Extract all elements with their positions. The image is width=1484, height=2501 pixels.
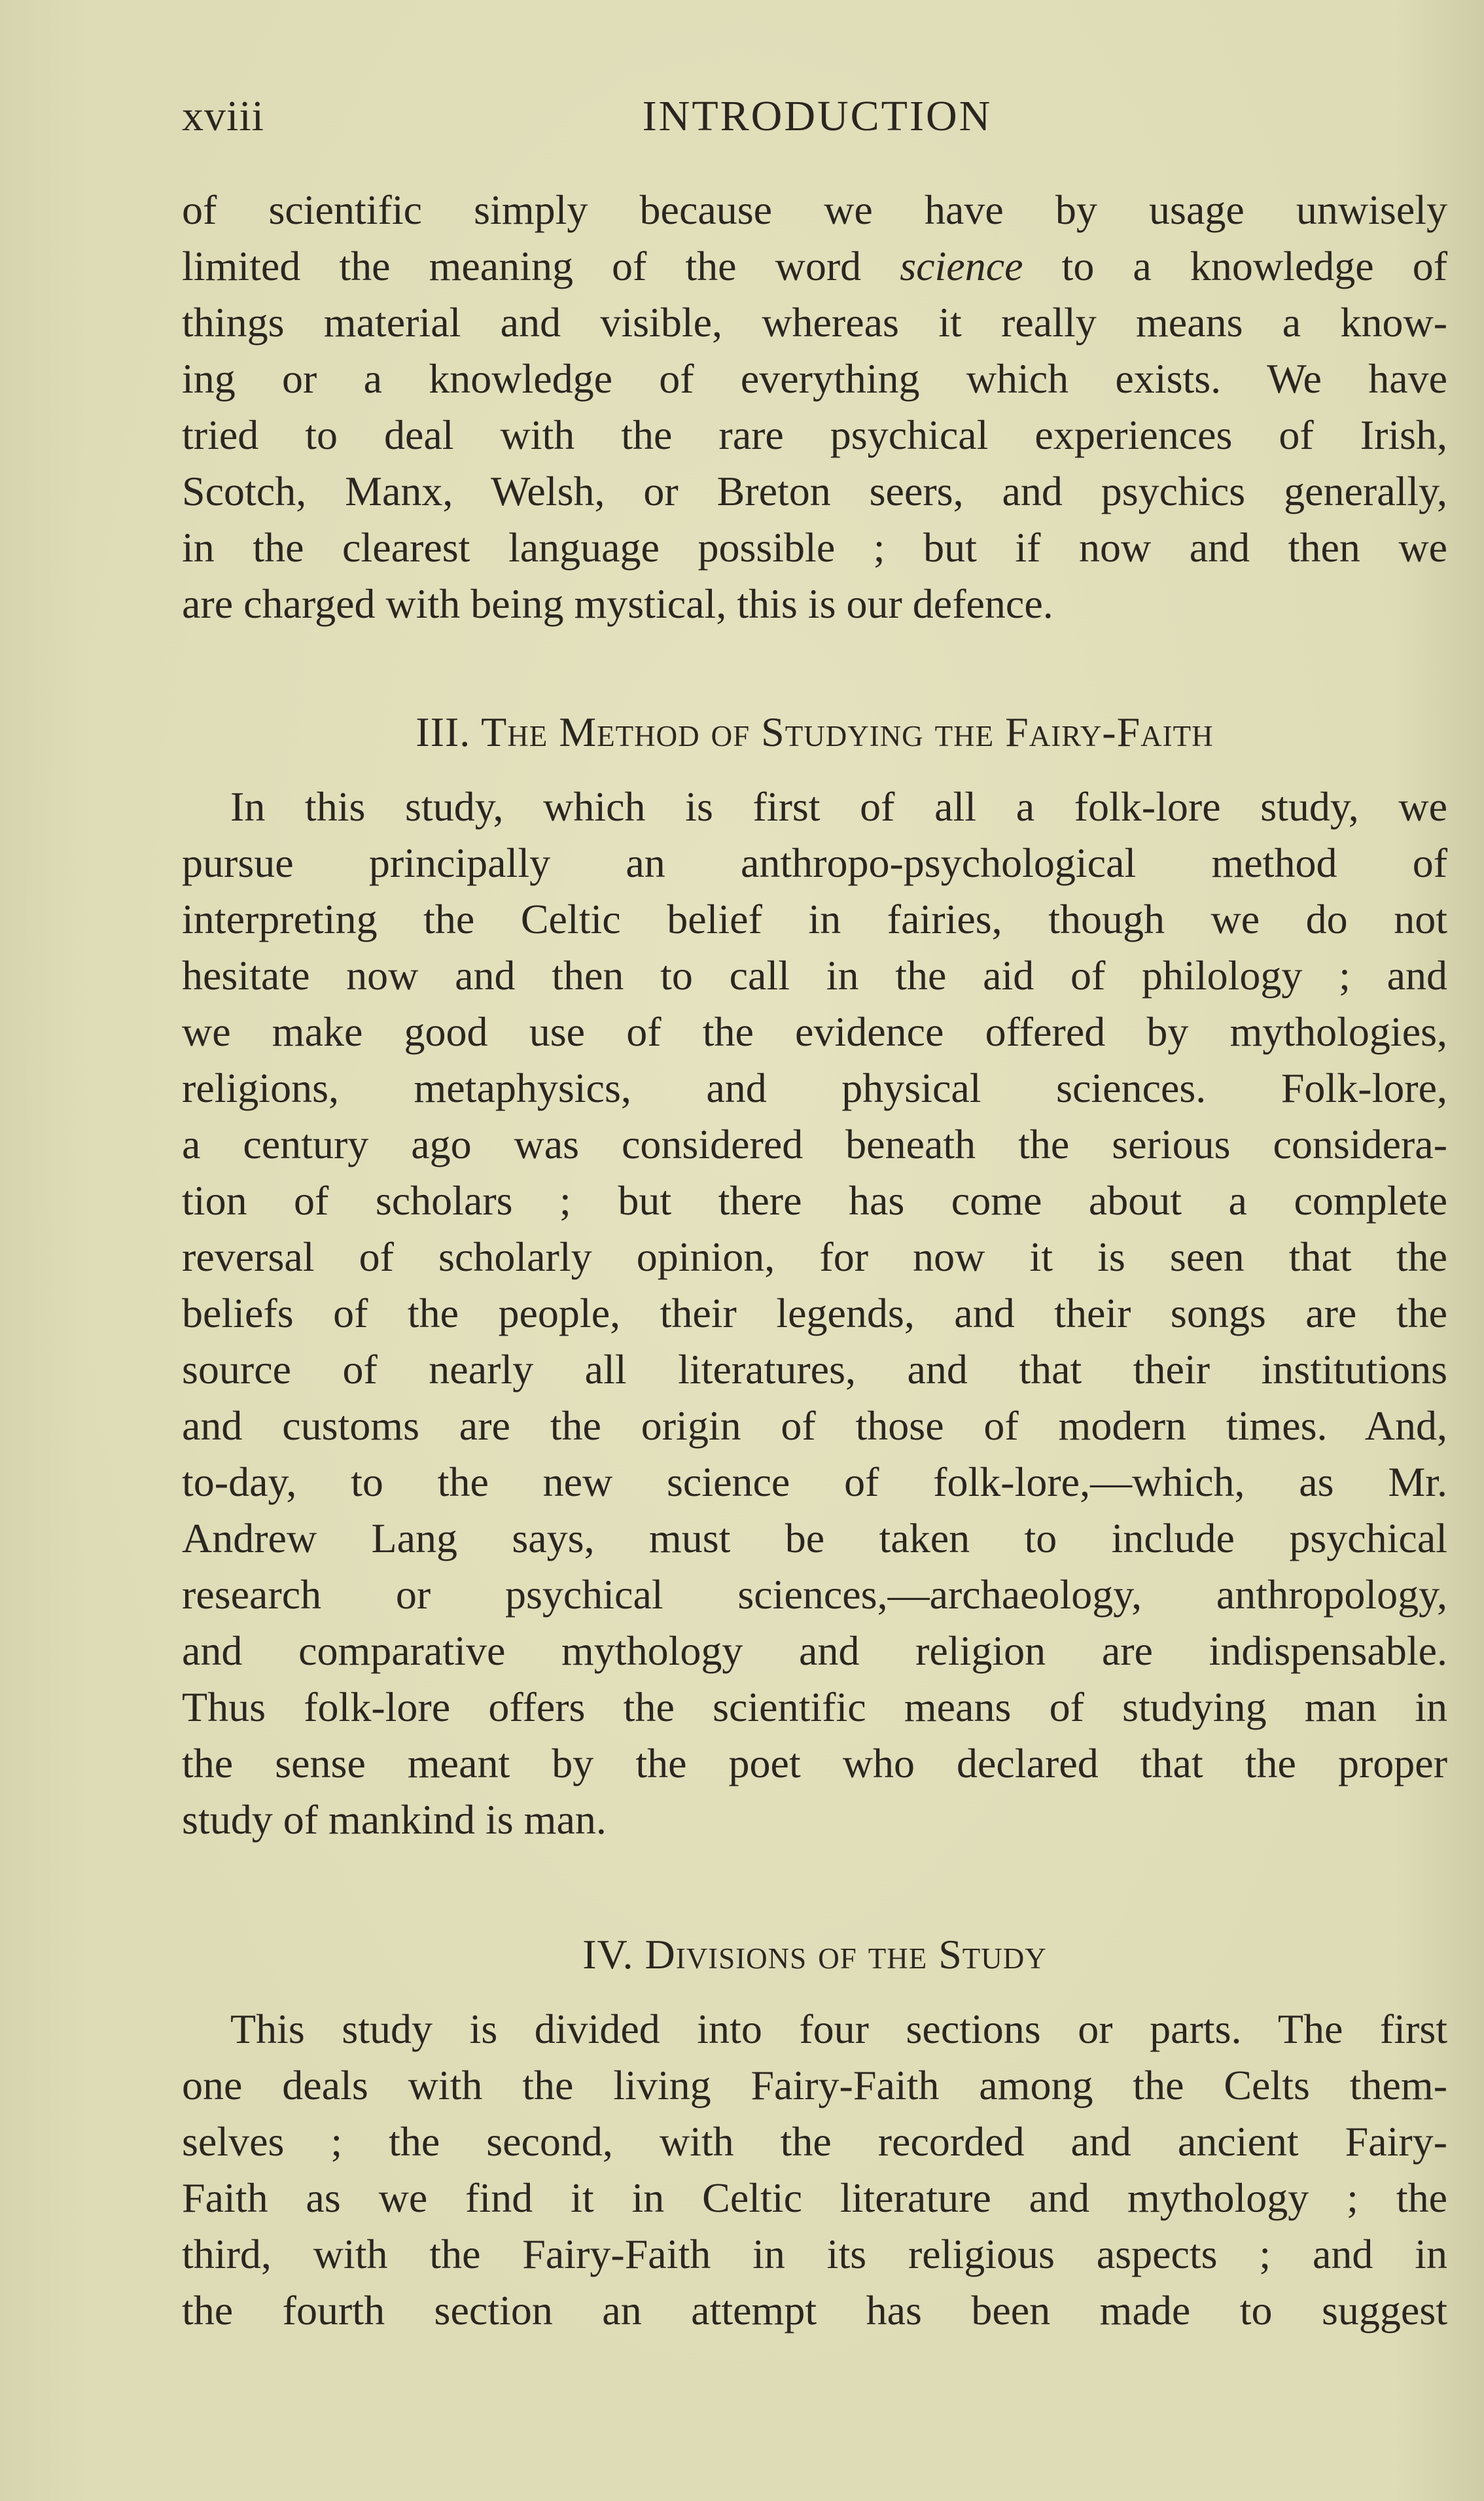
text-line: of scientific simply because we have by usage unwisely xyxy=(182,186,1447,233)
text-line: we make good use of the evidence offered by mythologies, xyxy=(182,1008,1447,1055)
text-line: ing or a knowledge of everything which exists. We have xyxy=(182,355,1447,402)
running-title: INTRODUCTION xyxy=(642,92,993,140)
text-line: a century ago was considered beneath the serious considera- xyxy=(182,1121,1447,1167)
text-line: one deals with the living Fairy-Faith among the Celts them- xyxy=(182,2062,1447,2108)
section-heading-4: IV. Divisions of the Study xyxy=(582,1931,1047,1978)
text-line: the sense meant by the poet who declared that the proper xyxy=(182,1740,1447,1786)
page-number: xviii xyxy=(182,92,265,140)
text-line: in the clearest language possible ; but if now and then we xyxy=(182,524,1447,571)
text-line: the fourth section an attempt has been made to suggest xyxy=(182,2287,1447,2333)
text-line: tion of scholars ; but there has come about a complete xyxy=(182,1177,1447,1224)
text-line: In this study, which is first of all a folk-lore study, we xyxy=(230,783,1447,830)
text-line: to-day, to the new science of folk-lore,—which, as Mr. xyxy=(182,1459,1447,1505)
text-line: religions, metaphysics, and physical sciences. Folk-lore, xyxy=(182,1065,1447,1111)
text-line: and customs are the origin of those of modern times. And, xyxy=(182,1402,1447,1449)
text-line: Thus folk-lore offers the scientific means of studying man in xyxy=(182,1684,1447,1730)
text-line: things material and visible, whereas it really means a know- xyxy=(182,299,1447,346)
section-heading-3: III. The Method of Studying the Fairy-Faith xyxy=(415,709,1214,755)
text-line: limited the meaning of the word science to a knowledge of xyxy=(182,243,1447,289)
text-line: source of nearly all literatures, and that their institutions xyxy=(182,1346,1447,1392)
text-line: pursue principally an anthropo-psychological method of xyxy=(182,840,1447,886)
text-line: Scotch, Manx, Welsh, or Breton seers, and psychics generally, xyxy=(182,468,1447,514)
text-line: tried to deal with the rare psychical experiences of Irish, xyxy=(182,412,1447,458)
page-header xyxy=(182,92,1453,164)
text-line: hesitate now and then to call in the aid of philology ; and xyxy=(182,952,1447,999)
text-line: This study is divided into four sections or parts. The first xyxy=(230,2006,1447,2052)
text-line: third, with the Fairy-Faith in its religious aspects ; and in xyxy=(182,2231,1447,2277)
text-line: Faith as we find it in Celtic literature and mythology ; the xyxy=(182,2174,1447,2221)
text-line: and comparative mythology and religion are indispensable. xyxy=(182,1627,1447,1674)
text-line: beliefs of the people, their legends, and their songs are the xyxy=(182,1290,1447,1336)
text-line: interpreting the Celtic belief in fairies, though we do not xyxy=(182,896,1447,942)
text-line: selves ; the second, with the recorded and ancient Fairy- xyxy=(182,2118,1447,2165)
text-line: study of mankind is man. xyxy=(182,1796,607,1843)
text-line: reversal of scholarly opinion, for now it is seen that the xyxy=(182,1233,1447,1280)
text-line: Andrew Lang says, must be taken to include psychical xyxy=(182,1515,1447,1561)
text-line: research or psychical sciences,—archaeology, anthropology, xyxy=(182,1571,1447,1618)
text-line: are charged with being mystical, this is our defence. xyxy=(182,580,1053,627)
italic-word: science xyxy=(900,243,1023,289)
